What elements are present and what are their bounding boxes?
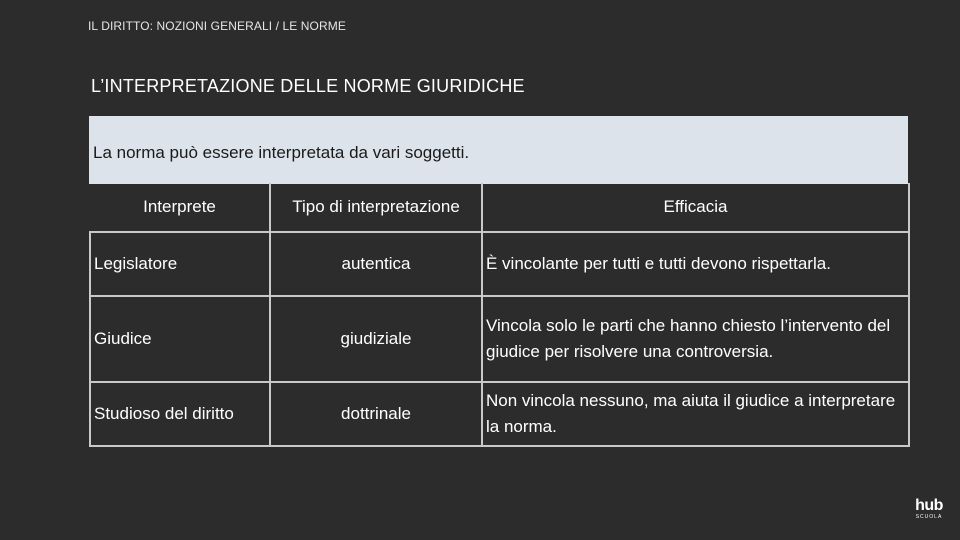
cell-tipo: dottrinale <box>270 382 482 446</box>
intro-box <box>89 116 908 184</box>
interpretation-table <box>89 183 910 447</box>
logo-sub-text: SCUOLA <box>915 514 943 520</box>
header-tipo-interpretazione: Tipo di interpretazione <box>270 183 482 232</box>
cell-efficacia: Vincola solo le parti che hanno chiesto l’intervento del giudice per risolvere una controversia. <box>482 296 909 382</box>
cell-interprete: Legislatore <box>90 232 270 296</box>
table-row <box>90 382 909 446</box>
table-header-row <box>90 183 909 232</box>
logo-main-text: hub <box>915 497 943 514</box>
cell-efficacia: Non vincola nessuno, ma aiuta il giudice a interpretare la norma. <box>482 382 909 446</box>
cell-interprete: Giudice <box>90 296 270 382</box>
table-row <box>90 296 909 382</box>
cell-tipo: autentica <box>270 232 482 296</box>
cell-efficacia: È vincolante per tutti e tutti devono rispettarla. <box>482 232 909 296</box>
cell-interprete: Studioso del diritto <box>90 382 270 446</box>
hub-scuola-logo <box>912 499 946 521</box>
page-title: L’INTERPRETAZIONE DELLE NORME GIURIDICHE <box>91 76 525 96</box>
intro-text: La norma può essere interpretata da vari soggetti. <box>93 143 470 162</box>
header-efficacia: Efficacia <box>482 183 909 232</box>
header-interprete: Interprete <box>90 183 270 232</box>
cell-tipo: giudiziale <box>270 296 482 382</box>
breadcrumb: IL DIRITTO: NOZIONI GENERALI / LE NORME <box>88 19 346 33</box>
table-row <box>90 232 909 296</box>
